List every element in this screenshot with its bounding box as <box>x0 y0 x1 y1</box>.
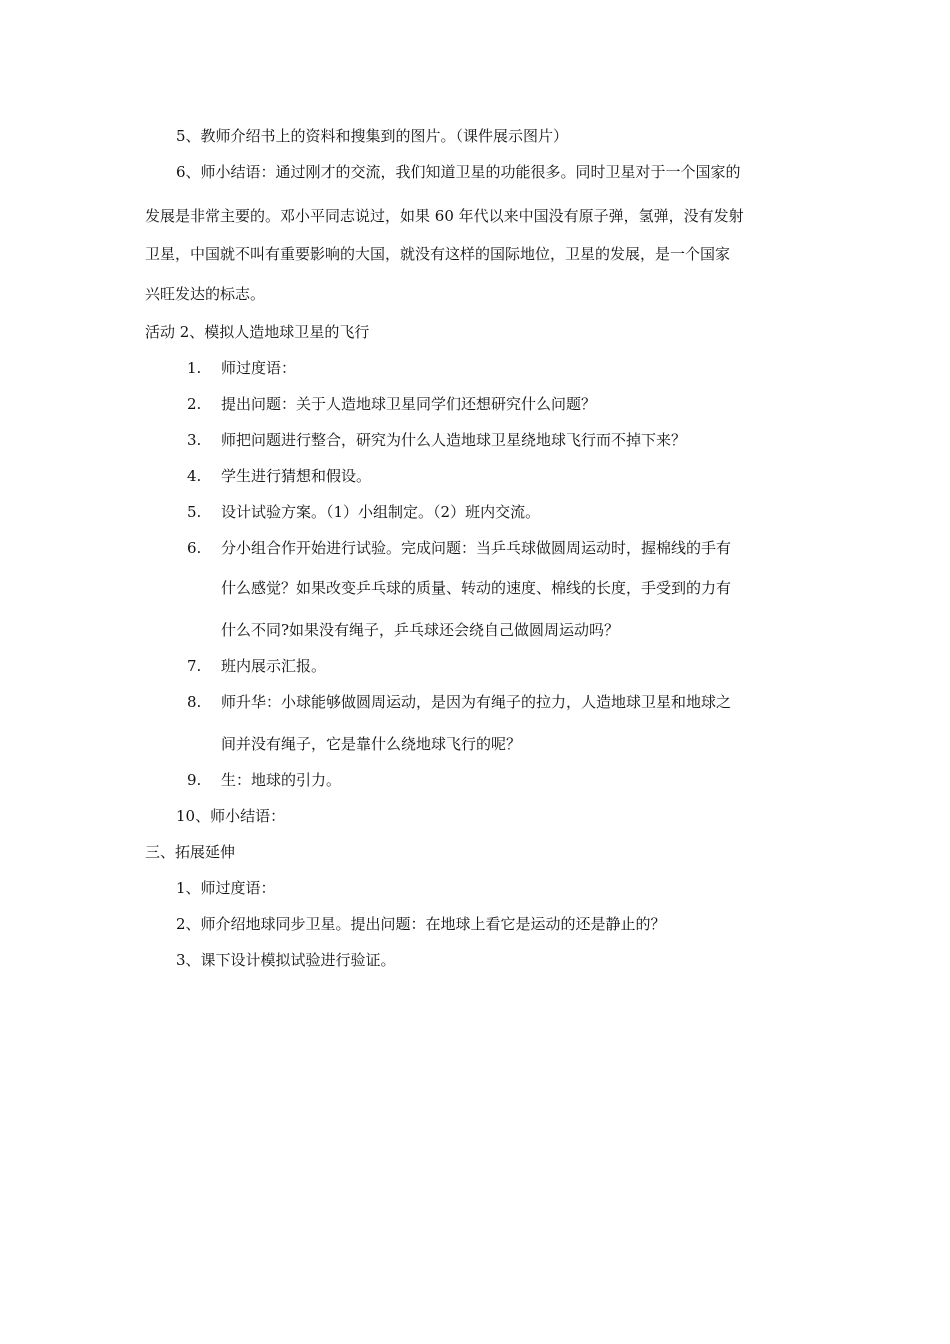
list-item-number: 2. <box>187 395 202 413</box>
list-item-text: 师过度语： <box>221 359 297 377</box>
section-3-item: 1、师过度语： <box>176 879 276 897</box>
list-item-text: 师升华：小球能够做圆周运动，是因为有绳子的拉力，人造地球卫星和地球之 <box>221 693 732 711</box>
list-item-text: 班内展示汇报。 <box>221 657 327 675</box>
list-item-number: 7. <box>187 657 202 675</box>
list-item-text: 提出问题：关于人造地球卫星同学们还想研究什么问题？ <box>221 395 597 413</box>
list-item-text: 学生进行猜想和假设。 <box>221 467 372 485</box>
list-item-number: 3. <box>187 431 202 449</box>
section-3-item: 3、课下设计模拟试验进行验证。 <box>176 951 396 969</box>
paragraph-6-line-1: 6、师小结语：通过刚才的交流，我们知道卫星的功能很多。同时卫星对于一个国家的 <box>176 163 741 181</box>
activity-2-heading: 活动 2、模拟人造地球卫星的飞行 <box>145 323 370 341</box>
list-item-number: 9. <box>187 771 202 789</box>
list-item-number: 5. <box>187 503 202 521</box>
activity-2-item-10: 10、师小结语： <box>176 807 286 825</box>
list-item-text: 什么不同?如果没有绳子，乒乓球还会绕自己做圆周运动吗？ <box>221 621 620 639</box>
paragraph-6-line-2: 发展是非常主要的。邓小平同志说过，如果 60 年代以来中国没有原子弹，氢弹，没有发射 <box>145 207 744 225</box>
paragraph-6-line-4: 兴旺发达的标志。 <box>145 285 266 303</box>
list-item-text: 分小组合作开始进行试验。完成问题：当乒乓球做圆周运动时，握棉线的手有 <box>221 539 732 557</box>
list-item-text: 设计试验方案。（1）小组制定。（2）班内交流。 <box>221 503 541 521</box>
section-3-item: 2、师介绍地球同步卫星。提出问题：在地球上看它是运动的还是静止的？ <box>176 915 666 933</box>
list-item-text: 间并没有绳子，它是靠什么绕地球飞行的呢？ <box>221 735 522 753</box>
list-item-text: 什么感觉？如果改变乒乓球的质量、转动的速度、棉线的长度，手受到的力有 <box>221 579 732 597</box>
paragraph-6-line-3: 卫星，中国就不叫有重要影响的大国，就没有这样的国际地位，卫星的发展，是一个国家 <box>145 245 731 263</box>
list-item-text: 师把问题进行整合，研究为什么人造地球卫星绕地球飞行而不掉下来？ <box>221 431 687 449</box>
paragraph-5: 5、教师介绍书上的资料和搜集到的图片。（课件展示图片） <box>176 127 569 145</box>
list-item-text: 生：地球的引力。 <box>221 771 342 789</box>
list-item-number: 6. <box>187 539 202 557</box>
list-item-number: 1. <box>187 359 202 377</box>
list-item-number: 8. <box>187 693 202 711</box>
section-3-heading: 三、拓展延伸 <box>145 843 236 861</box>
list-item-number: 4. <box>187 467 202 485</box>
